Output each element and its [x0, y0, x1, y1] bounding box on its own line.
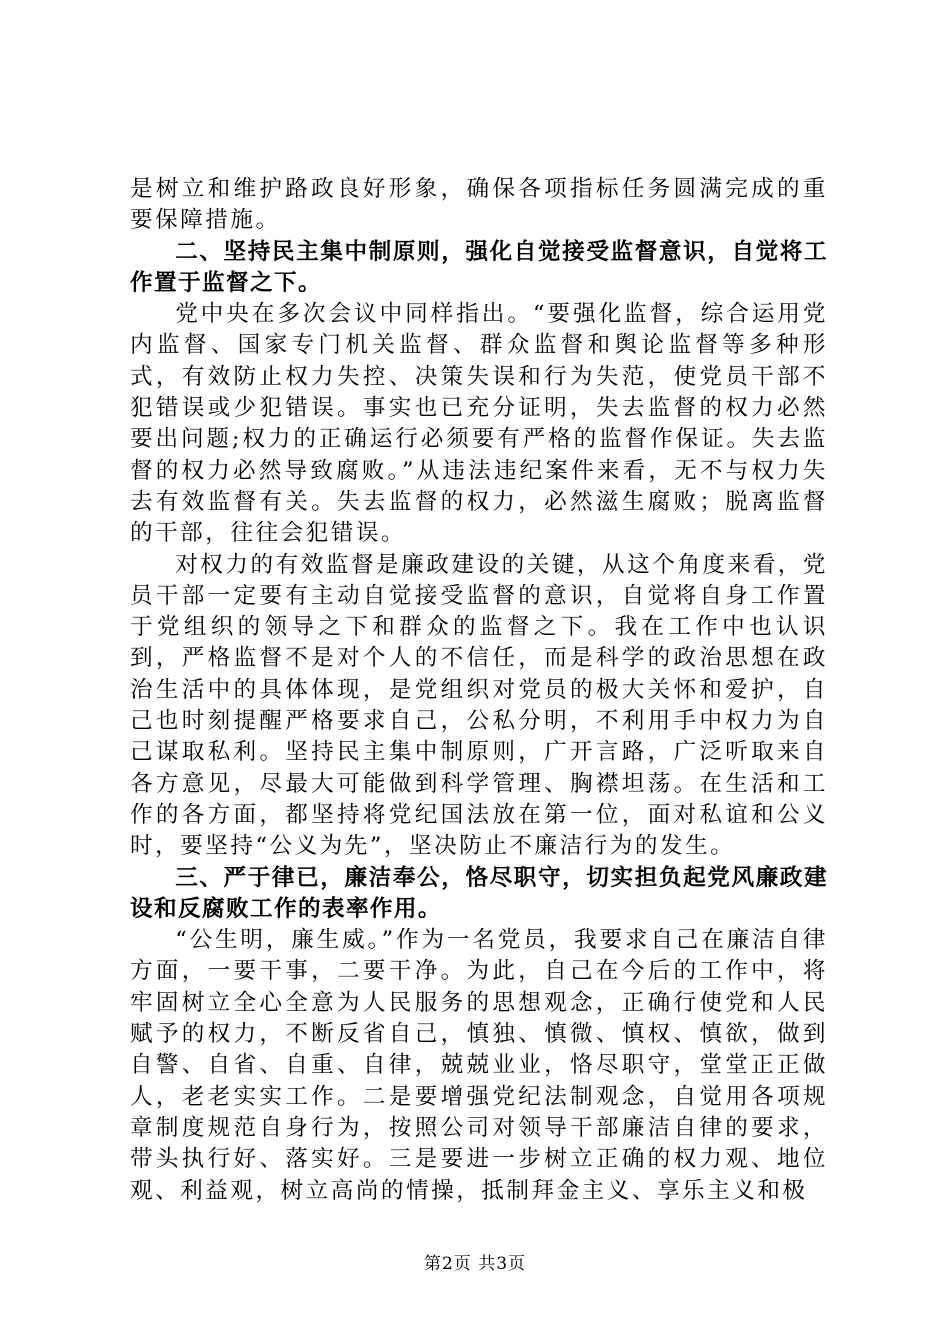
paragraph-effective-supervision: 对权力的有效监督是廉政建设的关键，从这个角度来看，党员干部一定要有主动自觉接受监督的意识，自觉将自身工作置于党组织的领导之下和群众的监督之下。我在工作中也认识到，严格监督不是对个人的不信任，而是科学的政治思想在政治生活中的具体体现，是党组织对党员的极大关怀和爱护，自己也时刻提醒严格要求自己，公私分明，不利用手中权力为自己谋取私利。坚持民主集中制原则，广开言路，广泛听取来自各方意见，尽最大可能做到科学管理、胸襟坦荡。在生活和工作的各方面，都坚持将党纪国法放在第一位，面对私谊和公义时，要坚持“公义为先”，坚决防止不廉洁行为的发生。	[130, 551, 828, 860]
section-heading-3: 三、严于律已，廉洁奉公，恪尽职守，切实担负起党风廉政建设和反腐败工作的表率作用。	[130, 864, 828, 922]
page-footer: 第2页 共3页	[423, 1254, 527, 1274]
document-body	[130, 174, 828, 1207]
section-heading-2: 二、坚持民主集中制原则，强化自觉接受监督意识，自觉将工作置于监督之下。	[130, 238, 828, 296]
paragraph-self-discipline: “公生明，廉生威。”作为一名党员，我要求自己在廉洁自律方面，一要干事，二要干净。为此，自己在今后的工作中，将牢固树立全心全意为人民服务的思想观念，正确行使党和人民赋予的权力，不断反省自己，慎独、慎微、慎权、慎欲，做到自警、自省、自重、自律，兢兢业业，恪尽职守，堂堂正正做人，老老实实工作。二是要增强党纪法制观念，自觉用各项规章制度规范自身行为，按照公司对领导干部廉洁自律的要求，带头执行好、落实好。三是要进一步树立正确的权力观、地位观、利益观，树立高尚的情操，抵制拜金主义、享乐主义和极	[130, 927, 828, 1204]
paragraph-supervision-quote: 党中央在多次会议中同样指出。“要强化监督，综合运用党内监督、国家专门机关监督、群众监督和舆论监督等多种形式，有效防止权力失控、决策失误和行为失范，使党员干部不犯错误或少犯错误。事实也已充分证明，失去监督的权力必然要出问题;权力的正确运行必须要有严格的监督作保证。失去监督的权力必然导致腐败。”从违法违纪案件来看，无不与权力失去有效监督有关。失去监督的权力，必然滋生腐败；脱离监督的干部，往往会犯错误。	[130, 301, 828, 547]
paragraph-continuation: 是树立和维护路政良好形象，确保各项指标任务圆满完成的重要保障措施。	[130, 176, 828, 234]
